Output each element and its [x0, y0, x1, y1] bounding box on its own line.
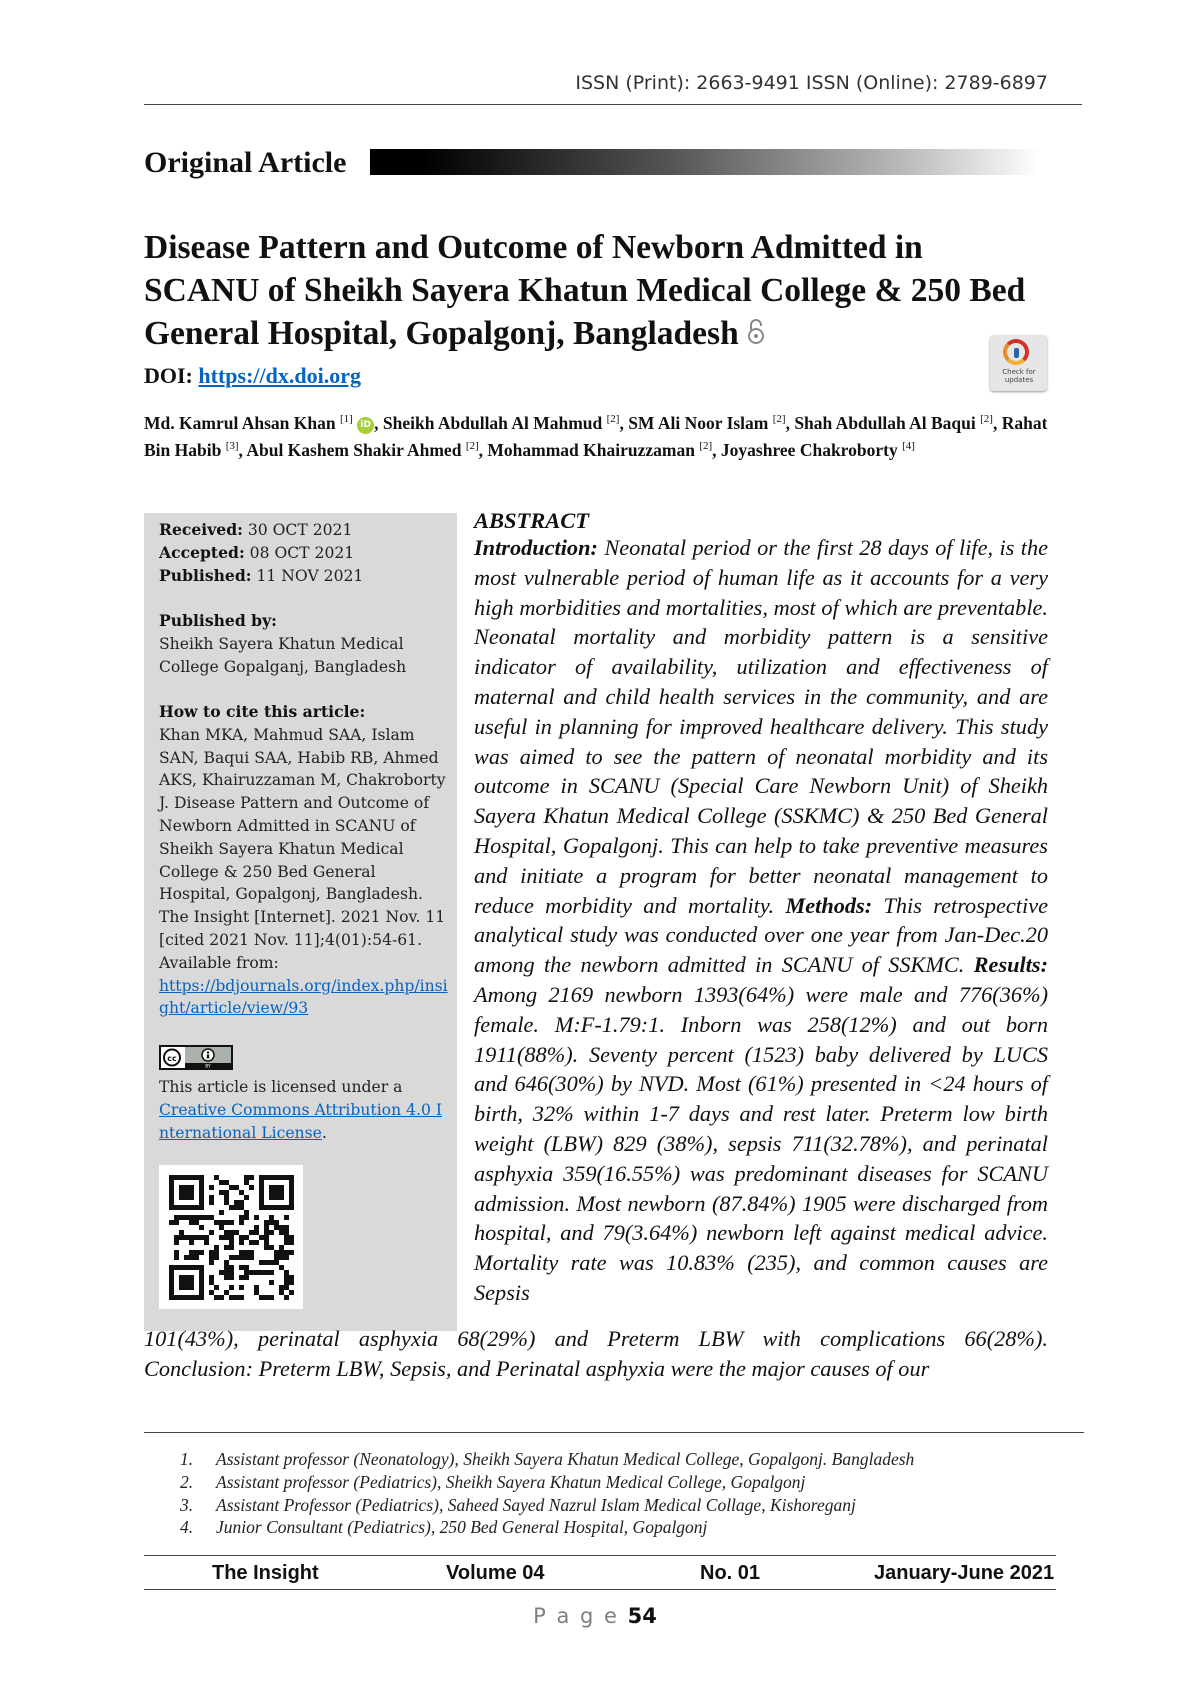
- affiliation-item: [180, 1494, 914, 1517]
- journal-footer-top-rule: [144, 1555, 1056, 1556]
- article-type: Original Article: [144, 146, 347, 179]
- doi-line: [144, 363, 361, 389]
- license-block: [159, 1076, 451, 1144]
- svg-text:cc: cc: [167, 1054, 177, 1063]
- journal-footer-bottom-rule: [144, 1589, 1056, 1590]
- author-name: Sheikh Abdullah Al Mahmud: [382, 412, 603, 433]
- citation-block: [159, 701, 451, 1020]
- svg-text:BY: BY: [205, 1064, 211, 1068]
- received-date: 30 OCT 2021: [247, 521, 353, 539]
- page-number: [0, 1604, 1190, 1628]
- abstract-continuation: [144, 1324, 1048, 1384]
- article-title: [144, 226, 1044, 357]
- header-rule: [144, 104, 1082, 105]
- qr-code[interactable]: [159, 1165, 303, 1309]
- article-type-gradient-bar: [370, 149, 1040, 175]
- footnote-rule: [144, 1432, 1084, 1433]
- published-label: Published:: [159, 565, 252, 585]
- accepted-label: Accepted:: [159, 542, 245, 562]
- methods-label: Methods:: [785, 892, 873, 918]
- author-affil-mark: [2]: [606, 413, 620, 425]
- page-number-value: 54: [627, 1604, 657, 1628]
- journal-period: January-June 2021: [874, 1562, 1055, 1584]
- citation-link[interactable]: https://bdjournals.org/index.php/insight/article/view/93: [159, 976, 448, 1018]
- orcid-icon[interactable]: iD: [357, 417, 374, 434]
- cc-by-license-icon[interactable]: [159, 1045, 233, 1070]
- author-name: Mohammad Khairuzzaman: [487, 440, 695, 461]
- journal-volume: Volume 04: [446, 1562, 545, 1584]
- affiliation-number: 3.: [180, 1494, 194, 1515]
- methods-text: This retrospective analytical study was conducted over one year from Jan-Dec.20 among the newborn admitted in SCANU of SSKMC.: [474, 892, 1048, 978]
- affiliation-text: Assistant Professor (Pediatrics), Saheed Sayed Nazrul Islam Medical Collage, Kishoreganj: [216, 1494, 856, 1515]
- journal-name: The Insight: [212, 1562, 319, 1584]
- published-date: 11 NOV 2021: [256, 566, 364, 585]
- publisher-block: [159, 610, 451, 678]
- results-continued: 101(43%), perinatal asphyxia 68(29%) and Preterm LBW with complications 66(28%).: [144, 1326, 1048, 1351]
- author-affil-mark: [4]: [902, 440, 915, 453]
- author-list: Md. Kamrul Ahsan Khan [1] iD , Sheikh Abdullah Al Mahmud [2], SM Ali Noor Islam [2], Shah Abdullah Al Baqui [2], Rahat Bin Habib [3], Abul Kashem Shakir Ahmed [2], Mohammad Khairuzzaman [2], Joyashree Chakroborty [4]: [144, 412, 1048, 461]
- received-label: Received:: [159, 520, 243, 539]
- intro-label: Introduction:: [474, 535, 598, 560]
- author-affil-mark: [3]: [225, 440, 239, 453]
- license-link[interactable]: Creative Commons Attribution 4.0 International License: [159, 1100, 442, 1142]
- issn-header: ISSN (Print): 2663-9491 ISSN (Online): 2789-6897: [575, 72, 1048, 94]
- affiliation-number: 2.: [180, 1471, 194, 1492]
- check-for-updates-text: Check for updates: [1002, 368, 1036, 384]
- open-access-lock-icon: [747, 314, 765, 357]
- page-label: P a g e: [533, 1604, 619, 1628]
- affiliation-item: [180, 1448, 914, 1471]
- doi-label: DOI:: [144, 363, 193, 388]
- abstract-heading: ABSTRACT: [474, 508, 590, 533]
- author-affil-mark: [2]: [699, 440, 713, 453]
- citation-text: Khan MKA, Mahmud SAA, Islam SAN, Baqui SAA, Habib RB, Ahmed AKS, Khairuzzaman M, Chakroborty J. Disease Pattern and Outcome of Newborn Admitted in SCANU of Sheikh Sayera Khatun Medical College & 250 Bed General Hospital, Gopalgonj, Bangladesh. The Insight [Internet]. 2021 Nov. 11 [cited 2021 Nov. 11];4(01):54-61. Available from:: [159, 725, 446, 972]
- published-by-label: Published by:: [159, 611, 277, 630]
- author-affil-mark: [2]: [980, 413, 993, 425]
- affiliation-item: [180, 1471, 914, 1494]
- cite-label: How to cite this article:: [159, 702, 366, 721]
- affiliation-list: [180, 1448, 914, 1539]
- license-end: .: [321, 1123, 327, 1142]
- author-name: Joyashree Chakroborty: [720, 440, 898, 461]
- abstract-body: [474, 533, 1048, 1308]
- author-affil-mark: [2]: [772, 413, 786, 425]
- results-text: Among 2169 newborn 1393(64%) were male and 776(36%) female. M:F-1.79:1. Inborn was 258(12%) and out born 1911(88%). Seventy percent (1523) baby delivered by LUCS and 646(30%) by NVD. Most (61%) presented in <24 hours of birth, 32% within 1-7 days and rest later. Preterm low birth weight (LBW) 829 (38%), sepsis 711(32.78%), and perinatal asphyxia 359(16.55%) was predominant diseases for SCANU admission. Most newborn (87.84%) 1905 were discharged from hospital, and 79(3.64%) newborn left against medical advice. Mortality rate was 10.83% (235), and common causes are Sepsis: [474, 981, 1048, 1305]
- crossmark-icon: [1003, 339, 1029, 365]
- intro-text: Neonatal period or the first 28 days of life, is the most vulnerable period of human life as it accounts for a very high morbidities and mortalities, most of which are preventable. Neonatal mortality and morbidity pattern is a sensitive indicator of availability, utilization and effectiveness of maternal and child health services in the community, and are useful in planning for improved healthcare delivery. This study was aimed to see the pattern of neonatal morbidity and its outcome in SCANU (Special Care Newborn Unit) of Sheikh Sayera Khatun Medical College (SSKMC) & 250 Bed General Hospital, Gopalgonj. This can help to take preventive measures and initiate a program for better neonatal management to reduce morbidity and mortality.: [474, 535, 1048, 918]
- author-affil-mark: [2]: [465, 440, 479, 453]
- author-name: Abul Kashem Shakir Ahmed: [246, 440, 462, 461]
- author-name: SM Ali Noor Islam: [628, 412, 769, 433]
- conclusion-text: Conclusion: Preterm LBW, Sepsis, and Perinatal asphyxia were the major causes of our: [144, 1355, 930, 1381]
- author-affil-mark: [1]: [339, 413, 353, 425]
- affiliation-text: Assistant professor (Neonatology), Sheikh Sayera Khatun Medical College, Gopalgonj. Bangladesh: [216, 1449, 915, 1469]
- doi-link[interactable]: https://dx.doi.org: [198, 363, 361, 388]
- author-name: Shah Abdullah Al Baqui: [794, 412, 976, 433]
- affiliation-number: 1.: [180, 1449, 194, 1469]
- results-label: Results:: [973, 952, 1049, 978]
- license-text: This article is licensed under a: [159, 1078, 403, 1096]
- dates-block: [159, 519, 451, 587]
- affiliation-text: Assistant professor (Pediatrics), Sheikh Sayera Khatun Medical College, Gopalgonj: [216, 1471, 806, 1492]
- journal-number: No. 01: [700, 1562, 761, 1584]
- publisher-name: Sheikh Sayera Khatun Medical College Gopalganj, Bangladesh: [159, 634, 407, 676]
- author-name: Md. Kamrul Ahsan Khan: [144, 412, 336, 433]
- affiliation-number: 4.: [180, 1517, 194, 1538]
- article-title-text: Disease Pattern and Outcome of Newborn Admitted in SCANU of Sheikh Sayera Khatun Medical College & 250 Bed General Hospital, Gopalgonj, Bangladesh: [144, 229, 1026, 352]
- accepted-date: 08 OCT 2021: [249, 543, 355, 562]
- affiliation-text: Junior Consultant (Pediatrics), 250 Bed General Hospital, Gopalgonj: [216, 1517, 708, 1538]
- affiliation-item: [180, 1516, 914, 1539]
- author-name: Rahat Bin Habib: [144, 412, 1048, 461]
